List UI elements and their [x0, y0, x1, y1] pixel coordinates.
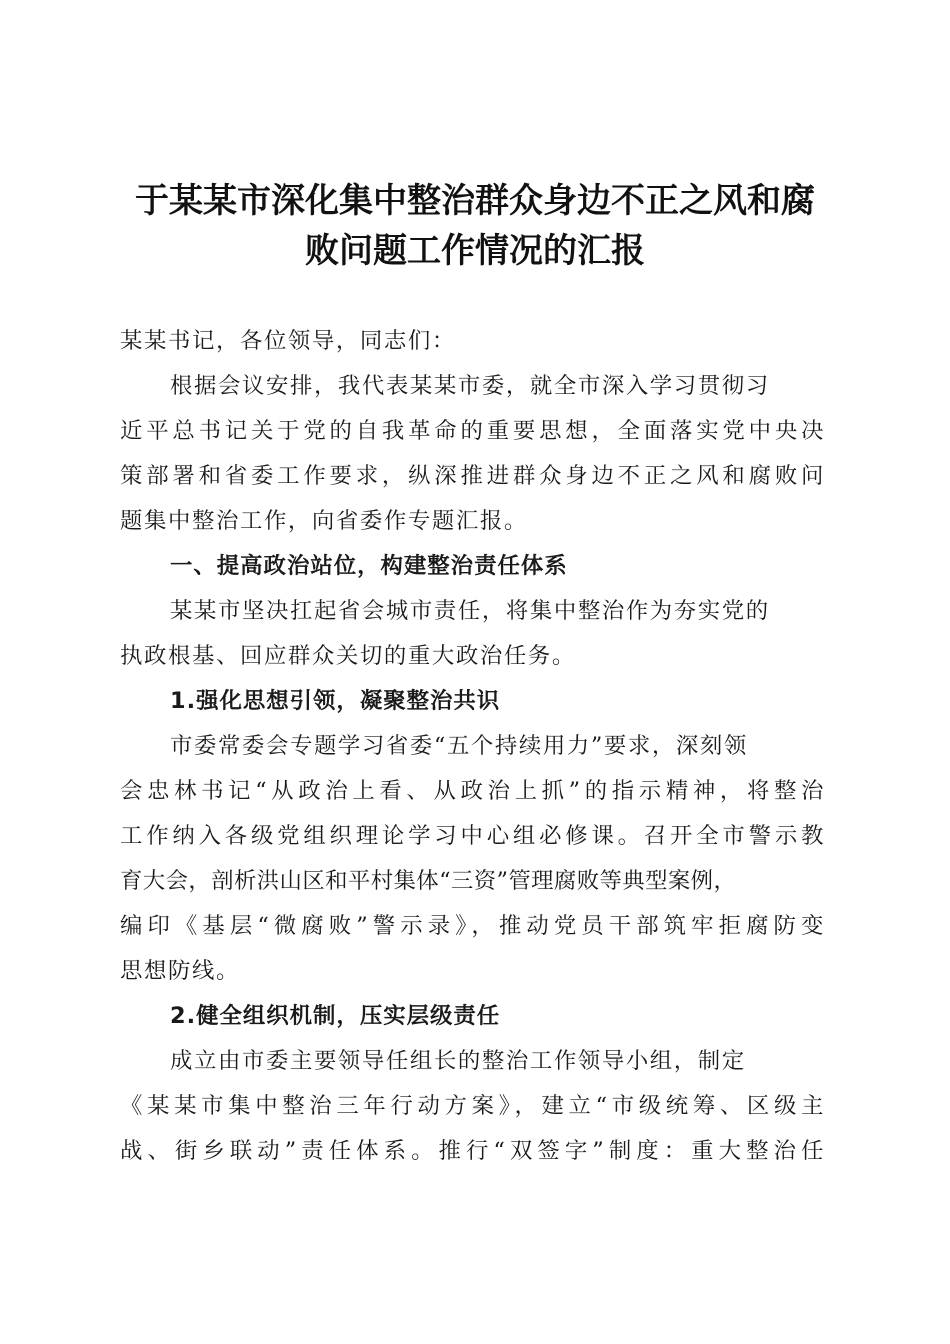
paragraph-line: 育大会，剖析洪山区和平村集体“三资”管理腐败等典型案例， — [120, 868, 737, 894]
paragraph-line: 成立由市委主要领导任组长的整治工作领导小组，制定 — [170, 1048, 746, 1074]
subsection-heading-1: 1.强化思想引领，凝聚整治共识 — [170, 688, 501, 714]
document-body — [120, 319, 825, 1174]
paragraph-line: 会忠林书记“从政治上看、从政治上抓”的指示精神，将整治 — [120, 778, 825, 804]
paragraph-line: 策部署和省委工作要求，纵深推进群众身边不正之风和腐败问 — [120, 463, 825, 489]
paragraph-line: 近平总书记关于党的自我革命的重要思想，全面落实党中央决 — [120, 418, 825, 444]
paragraph-line: 《某某市集中整治三年行动方案》，建立“市级统筹、区级主 — [120, 1093, 825, 1119]
section-heading-1: 一、提高政治站位，构建整治责任体系 — [170, 553, 568, 579]
paragraph-line: 执政根基、回应群众关切的重大政治任务。 — [120, 643, 576, 669]
document-title — [100, 176, 850, 276]
paragraph-line: 市委常委会专题学习省委“五个持续用力”要求，深刻领 — [170, 733, 748, 759]
paragraph-line: 某某市坚决扛起省会城市责任，将集中整治作为夯实党的 — [170, 598, 770, 624]
paragraph-line: 战、街乡联动”责任体系。推行“双签字”制度：重大整治任 — [120, 1138, 825, 1164]
paragraph-line: 题集中整治工作，向省委作专题汇报。 — [120, 508, 528, 534]
title-line-1: 于某某市深化集中整治群众身边不正之风和腐 — [135, 181, 815, 221]
subsection-heading-2: 2.健全组织机制，压实层级责任 — [170, 1003, 501, 1029]
paragraph-line: 工作纳入各级党组织理论学习中心组必修课。召开全市警示教 — [120, 823, 825, 849]
title-line-2: 败问题工作情况的汇报 — [305, 231, 645, 271]
paragraph-line: 编印《基层“微腐败”警示录》，推动党员干部筑牢拒腐防变 — [120, 913, 825, 939]
paragraph-line: 思想防线。 — [120, 958, 240, 984]
paragraph-line: 根据会议安排，我代表某某市委，就全市深入学习贯彻习 — [170, 373, 770, 399]
salutation: 某某书记，各位领导，同志们： — [120, 328, 456, 354]
